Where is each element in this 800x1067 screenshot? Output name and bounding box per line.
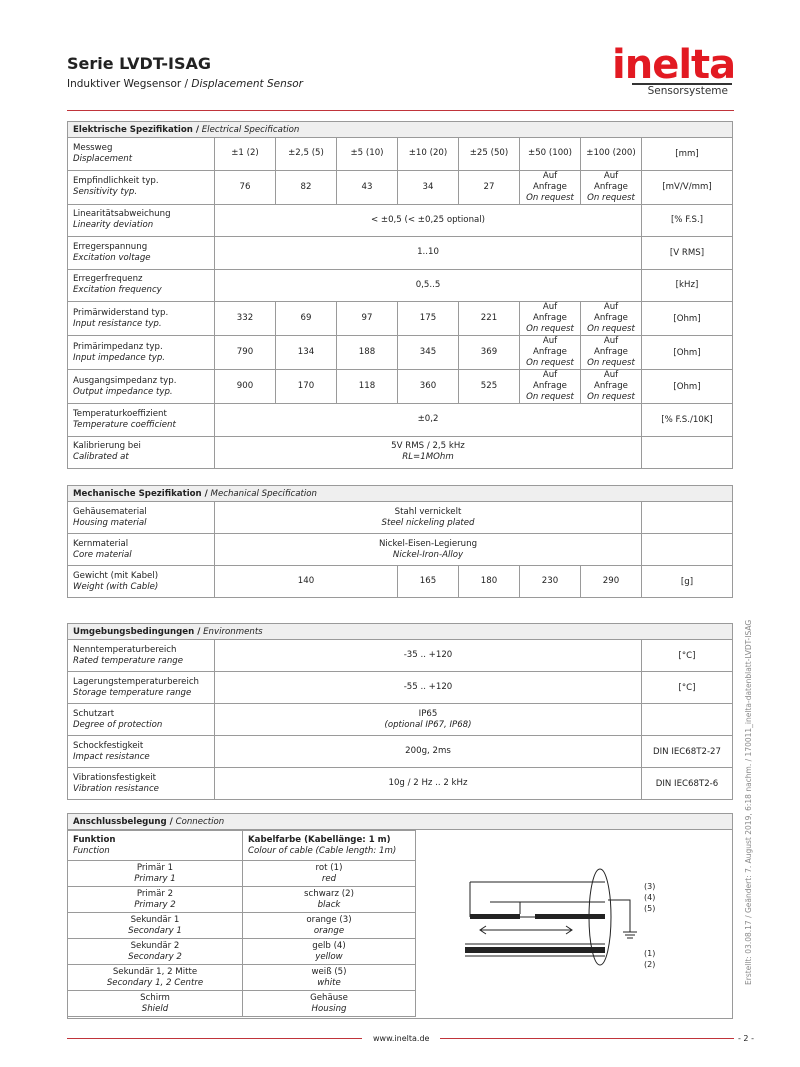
unit-cell: [% F.S./10K]	[642, 404, 733, 437]
table-cell	[215, 370, 276, 404]
document-metadata: Erstellt: 03.08.17 / Geändert: 7. August 2019, 6:18 nachm. / 170011_inelta-datenblatt-LVDT-ISAG	[744, 619, 753, 985]
table-cell	[398, 138, 459, 171]
page-number: - 2 -	[738, 1034, 754, 1043]
table-cell	[276, 138, 337, 171]
row-label-de: Ausgangsimpedanz typ.	[73, 375, 177, 386]
table-cell	[398, 170, 459, 204]
table-cell	[398, 370, 459, 404]
function-de: Primär 2	[136, 888, 174, 899]
unit-cell: [g]	[642, 566, 733, 598]
table-row	[68, 736, 733, 768]
cell-de: Auf Anfrage	[594, 302, 628, 323]
row-label-de: Lagerungstemperaturbereich	[73, 676, 200, 687]
cell-en: RL=1MOhm	[402, 452, 454, 463]
row-label-de: Erregerfrequenz	[73, 274, 143, 285]
cell-de: Auf Anfrage	[594, 170, 628, 192]
cell-de: 360	[419, 381, 437, 391]
colour-cell	[243, 887, 416, 913]
cell-de: Nickel-Eisen-Legierung	[378, 538, 478, 549]
table-cell	[337, 302, 398, 336]
table-row	[68, 237, 733, 270]
function-en: Secondary 1	[128, 925, 182, 936]
table-row	[68, 566, 733, 598]
cell-en: On request	[526, 324, 574, 334]
logo-subtitle: Sensorsysteme	[632, 83, 732, 97]
table-row	[68, 370, 733, 404]
table-row	[68, 887, 416, 913]
table-cell	[337, 138, 398, 171]
cell-de: 175	[419, 313, 437, 323]
table-cell	[337, 170, 398, 204]
table-row	[68, 965, 416, 991]
row-label-de: Vibrationsfestigkeit	[73, 772, 156, 783]
diagram-label-3: (3)	[644, 882, 656, 891]
table-cell	[215, 237, 642, 270]
cell-en: On request	[526, 358, 574, 368]
table-row	[68, 704, 733, 736]
row-label-de: Empfindlichkeit typ.	[73, 176, 159, 186]
cell-de: 332	[236, 313, 254, 323]
row-label-en: Linearity deviation	[73, 220, 154, 231]
colour-en: red	[321, 873, 337, 884]
connection-header: Anschlussbelegung / Connection	[68, 814, 732, 830]
row-label	[68, 704, 215, 736]
table-cell	[520, 138, 581, 171]
row-label-en: Input resistance typ.	[73, 318, 162, 329]
electrical-header-title-de: Elektrische Spezifikation /	[73, 124, 200, 135]
cell-de: ±50 (100)	[528, 148, 572, 159]
row-label-en: Impact resistance	[73, 751, 150, 762]
cell-de: Stahl vernickelt	[394, 506, 462, 517]
unit-cell: [V RMS]	[642, 237, 733, 270]
row-label	[68, 302, 215, 336]
table-cell	[215, 336, 276, 370]
row-label-en: Excitation frequency	[73, 285, 162, 296]
function-cell	[68, 965, 243, 991]
row-label-de: Erregerspannung	[73, 241, 148, 252]
colour-de: gelb (4)	[312, 940, 346, 951]
unit-cell: DIN IEC68T2-27	[642, 736, 733, 768]
cell-de: ±0,2	[417, 414, 439, 425]
function-header-de: Funktion	[73, 834, 116, 845]
cell-de: 134	[297, 347, 315, 357]
colour-de: rot (1)	[315, 862, 343, 873]
function-cell	[68, 887, 243, 913]
table-cell	[581, 302, 642, 336]
environment-spec-table	[67, 623, 733, 800]
table-cell	[337, 336, 398, 370]
table-row	[68, 170, 733, 204]
table-cell	[520, 336, 581, 370]
cell-de: 900	[236, 381, 254, 391]
row-label-de: Messweg	[73, 142, 113, 153]
mechanical-header-title-de: Mechanische Spezifikation /	[73, 488, 208, 499]
cell-de: 10g / 2 Hz .. 2 kHz	[388, 778, 468, 788]
table-row	[68, 913, 416, 939]
table-row	[68, 861, 416, 887]
function-en: Shield	[141, 1003, 169, 1014]
row-label	[68, 436, 215, 469]
colour-en: orange	[313, 925, 345, 936]
row-label-de: Schutzart	[73, 708, 115, 719]
unit-cell: DIN IEC68T2-6	[642, 768, 733, 800]
table-cell	[276, 170, 337, 204]
unit-cell: [% F.S.]	[642, 204, 733, 237]
cell-de: Auf Anfrage	[533, 302, 567, 323]
row-label-en: Housing material	[73, 517, 147, 528]
function-de: Sekundär 1	[130, 914, 180, 925]
colour-en: black	[317, 899, 341, 910]
cell-de: 369	[480, 347, 498, 357]
table-cell	[215, 534, 642, 566]
cell-de: 118	[358, 381, 376, 391]
footer-url[interactable]: www.inelta.de	[373, 1034, 430, 1043]
cell-de: 1..10	[417, 247, 439, 258]
function-de: Schirm	[140, 992, 170, 1003]
row-label	[68, 237, 215, 270]
function-de: Sekundär 1, 2 Mitte	[112, 966, 198, 977]
unit-cell	[642, 534, 733, 566]
table-row	[68, 302, 733, 336]
cell-de: Auf Anfrage	[533, 370, 567, 391]
mechanical-header-title-en: Mechanical Specification	[210, 488, 317, 499]
row-label	[68, 640, 215, 672]
table-cell	[398, 336, 459, 370]
colour-cell	[243, 991, 416, 1017]
table-cell	[520, 302, 581, 336]
cell-de: ±2,5 (5)	[288, 148, 324, 159]
table-row	[68, 436, 733, 469]
diagram-label-2: (2)	[644, 960, 656, 969]
row-label-en: Temperature coefficient	[73, 419, 176, 430]
cell-de: 69	[300, 313, 312, 323]
colour-de: Gehäuse	[310, 992, 348, 1003]
colour-cell	[243, 939, 416, 965]
row-label-de: Temperaturkoeffizient	[73, 408, 167, 419]
table-cell	[276, 370, 337, 404]
table-cell	[215, 736, 642, 768]
colour-en: Housing	[311, 1003, 347, 1014]
diagram-label-5: (5)	[644, 904, 656, 913]
row-label	[68, 138, 215, 171]
table-cell: 140	[215, 566, 398, 598]
environment-header-title-en: Environments	[203, 626, 263, 637]
table-row	[68, 768, 733, 800]
table-row	[68, 404, 733, 437]
unit-cell: [°C]	[642, 672, 733, 704]
cell-de: 0,5..5	[415, 279, 441, 290]
inelta-logo	[612, 42, 736, 97]
colour-cell	[243, 861, 416, 887]
row-label-en: Core material	[73, 549, 132, 560]
table-row	[68, 991, 416, 1017]
unit-cell: [Ohm]	[642, 370, 733, 404]
row-label	[68, 566, 215, 598]
row-label	[68, 502, 215, 534]
row-label-de: Primärwiderstand typ.	[73, 307, 169, 318]
table-row	[68, 534, 733, 566]
cell-de: 82	[300, 181, 312, 192]
colour-cell	[243, 913, 416, 939]
table-cell	[215, 138, 276, 171]
row-label-de: Primärimpedanz typ.	[73, 341, 163, 352]
cell-de: 34	[422, 181, 434, 192]
diagram-label-4: (4)	[644, 893, 656, 902]
cell-de: 97	[361, 313, 373, 323]
colour-de: orange (3)	[306, 914, 352, 925]
cell-de: 76	[239, 181, 251, 192]
footer-line-left	[67, 1038, 362, 1039]
logo-word: inelta	[612, 42, 736, 88]
cell-de: ±5 (10)	[350, 148, 384, 159]
function-en: Primary 1	[134, 873, 176, 884]
wiring-diagram	[460, 862, 670, 982]
row-label	[68, 336, 215, 370]
function-de: Sekundär 2	[130, 940, 180, 951]
cell-en: On request	[587, 358, 635, 368]
cell-en: On request	[587, 192, 635, 203]
table-cell	[459, 138, 520, 171]
table-cell	[581, 370, 642, 404]
row-label-de: Gehäusematerial	[73, 506, 147, 517]
cell-en: On request	[526, 192, 574, 203]
cell-de: < ±0,5 (< ±0,25 optional)	[370, 214, 486, 225]
table-cell	[215, 640, 642, 672]
table-cell	[215, 704, 642, 736]
colour-header-de: Kabelfarbe (Kabellänge: 1 m)	[248, 834, 391, 845]
table-cell	[398, 302, 459, 336]
cell-de: -55 .. +120	[403, 682, 453, 692]
electrical-header-title	[68, 122, 733, 138]
row-label-de: Nenntemperaturbereich	[73, 644, 177, 655]
mechanical-header	[68, 486, 733, 502]
unit-cell: [mV/V/mm]	[642, 170, 733, 204]
unit-cell: [°C]	[642, 640, 733, 672]
cell-de: 790	[236, 347, 254, 357]
table-cell	[215, 436, 642, 469]
table-cell	[215, 269, 642, 302]
row-label	[68, 672, 215, 704]
function-cell	[68, 991, 243, 1017]
cell-de: 27	[483, 181, 495, 192]
row-label-en: Input impedance typ.	[73, 352, 166, 363]
table-row	[68, 640, 733, 672]
cell-de: 170	[297, 381, 315, 391]
unit-cell	[642, 502, 733, 534]
table-cell	[276, 302, 337, 336]
row-label	[68, 404, 215, 437]
header-divider	[67, 110, 734, 111]
table-cell	[520, 370, 581, 404]
colour-en: white	[317, 977, 341, 988]
table-cell	[459, 302, 520, 336]
cell-de: -35 .. +120	[403, 650, 453, 660]
cell-en: Steel nickeling plated	[381, 517, 475, 528]
mechanical-spec-table	[67, 485, 733, 598]
unit-cell: [Ohm]	[642, 336, 733, 370]
table-row	[68, 138, 733, 171]
table-cell	[581, 336, 642, 370]
function-cell	[68, 939, 243, 965]
cell-de: ±25 (50)	[469, 148, 509, 159]
colour-de: schwarz (2)	[304, 888, 354, 899]
cell-de: 525	[480, 381, 498, 391]
function-cell	[68, 861, 243, 887]
cell-de: 221	[480, 313, 498, 323]
cell-de: Auf Anfrage	[594, 370, 628, 391]
function-en: Secondary 2	[128, 951, 182, 962]
page-title: Serie LVDT-ISAG	[67, 54, 212, 73]
table-cell	[215, 170, 276, 204]
row-label-de: Kernmaterial	[73, 538, 129, 549]
table-cell	[215, 502, 642, 534]
cell-en: On request	[526, 392, 574, 402]
row-label-en: Rated temperature range	[73, 655, 184, 666]
table-row	[68, 269, 733, 302]
function-header-en: Function	[73, 845, 110, 856]
colour-cell	[243, 965, 416, 991]
row-label-de: Kalibrierung bei	[73, 441, 141, 452]
colour-header	[243, 831, 416, 861]
table-row	[68, 502, 733, 534]
table-cell	[276, 336, 337, 370]
environment-header-title-de: Umgebungsbedingungen /	[73, 626, 201, 637]
cell-en: (optional IP67, IP68)	[384, 719, 472, 730]
row-label	[68, 534, 215, 566]
cell-de: Auf Anfrage	[594, 336, 628, 357]
unit-cell: [Ohm]	[642, 302, 733, 336]
row-label-en: Storage temperature range	[73, 687, 192, 698]
table-cell	[215, 672, 642, 704]
cell-de: 5V RMS / 2,5 kHz	[391, 441, 465, 452]
row-label-en: Excitation voltage	[73, 252, 151, 263]
colour-en: yellow	[315, 951, 343, 962]
table-row	[68, 672, 733, 704]
cell-de: ±10 (20)	[408, 148, 448, 159]
cell-en: Nickel-Iron-Alloy	[392, 549, 464, 560]
row-label	[68, 768, 215, 800]
table-cell: 180	[459, 566, 520, 598]
function-header	[68, 831, 243, 861]
cell-de: Auf Anfrage	[533, 170, 567, 192]
row-label	[68, 170, 215, 204]
table-cell: 230	[520, 566, 581, 598]
table-cell	[215, 204, 642, 237]
table-cell	[215, 768, 642, 800]
cell-de: ±100 (200)	[586, 148, 636, 159]
table-cell	[459, 370, 520, 404]
page-subtitle: Induktiver Wegsensor / Displacement Sensor	[67, 78, 303, 90]
row-label-de: Linearitätsabweichung	[73, 209, 171, 220]
header	[67, 54, 303, 90]
unit-cell	[642, 436, 733, 469]
cell-de: 345	[419, 347, 437, 357]
row-label	[68, 204, 215, 237]
connection-table	[67, 830, 416, 1017]
table-cell	[215, 404, 642, 437]
row-label-en: Output impedance typ.	[73, 386, 173, 397]
table-cell: 290	[581, 566, 642, 598]
electrical-spec-table	[67, 121, 733, 469]
row-label	[68, 736, 215, 768]
cell-de: 43	[361, 181, 373, 192]
cell-de: Auf Anfrage	[533, 336, 567, 357]
row-label-en: Sensitivity typ.	[73, 187, 138, 197]
unit-cell: [kHz]	[642, 269, 733, 302]
function-cell	[68, 913, 243, 939]
colour-de: weiß (5)	[311, 966, 347, 977]
cell-de: 188	[358, 347, 376, 357]
function-en: Secondary 1, 2 Centre	[106, 977, 204, 988]
table-row	[68, 939, 416, 965]
cell-de: IP65	[418, 708, 438, 719]
table-row	[68, 204, 733, 237]
table-cell: 165	[398, 566, 459, 598]
cell-de: ±1 (2)	[231, 148, 259, 159]
row-label-en: Vibration resistance	[73, 783, 159, 794]
table-cell	[581, 138, 642, 171]
function-en: Primary 2	[134, 899, 176, 910]
row-label	[68, 370, 215, 404]
unit-cell: [mm]	[642, 138, 733, 171]
footer-line-right	[440, 1038, 734, 1039]
table-cell	[581, 170, 642, 204]
cell-en: On request	[587, 324, 635, 334]
colour-header-en: Colour of cable (Cable length: 1m)	[248, 845, 397, 856]
environment-header	[68, 624, 733, 640]
environment-header-title	[68, 624, 733, 640]
table-cell	[337, 370, 398, 404]
table-row	[68, 336, 733, 370]
table-cell	[520, 170, 581, 204]
unit-cell	[642, 704, 733, 736]
row-label-de: Gewicht (mit Kabel)	[73, 570, 159, 581]
table-cell	[459, 170, 520, 204]
table-cell	[459, 336, 520, 370]
cell-en: On request	[587, 392, 635, 402]
row-label-en: Degree of protection	[73, 719, 163, 730]
row-label-de: Schockfestigkeit	[73, 740, 144, 751]
table-cell	[215, 302, 276, 336]
row-label-en: Displacement	[73, 153, 133, 164]
row-label-en: Calibrated at	[73, 452, 129, 463]
cell-de: 200g, 2ms	[405, 746, 451, 756]
diagram-label-1: (1)	[644, 949, 656, 958]
row-label	[68, 269, 215, 302]
function-de: Primär 1	[136, 862, 174, 873]
electrical-header-title-en: Electrical Specification	[201, 124, 300, 135]
mechanical-header-title	[68, 486, 733, 502]
row-label-en: Weight (with Cable)	[73, 581, 159, 592]
connection-head-row	[68, 831, 416, 861]
electrical-header	[68, 122, 733, 138]
